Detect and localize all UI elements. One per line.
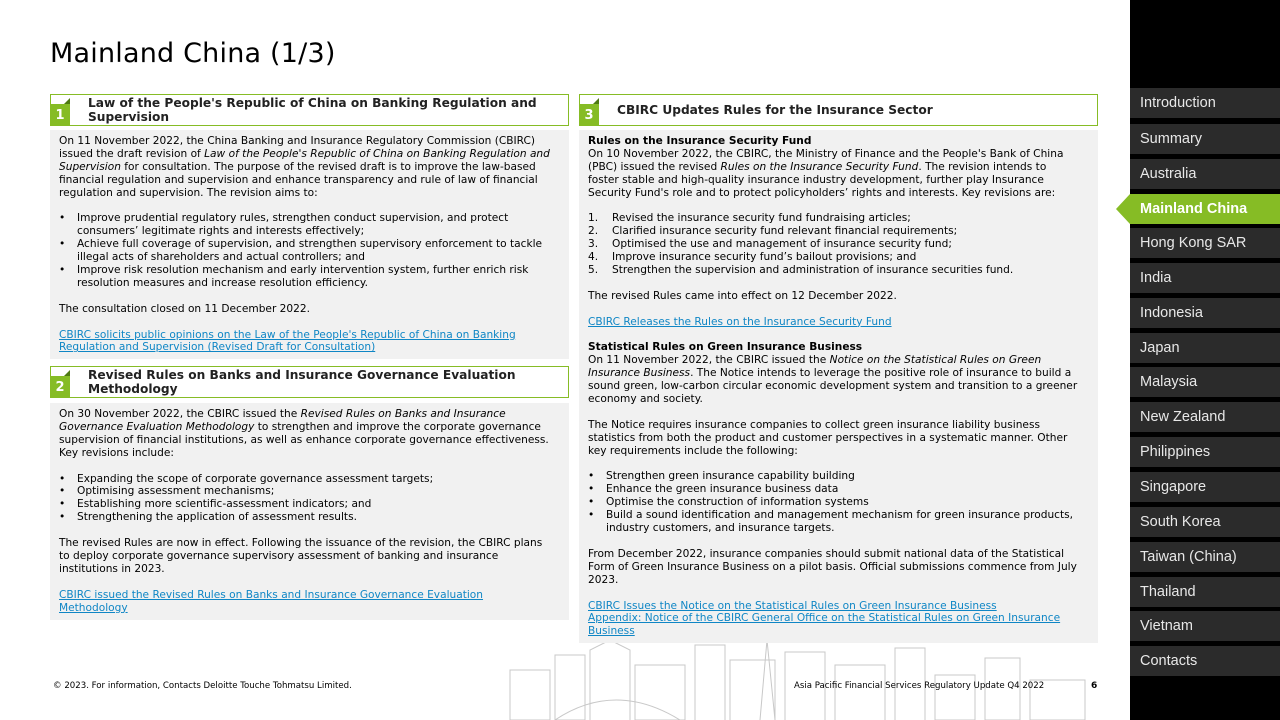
list-item: 2. Clarified insurance security fund relevant financial requirements; bbox=[588, 225, 958, 238]
nav-item-introduction[interactable]: Introduction bbox=[1130, 88, 1280, 118]
section-1-title: Law of the People's Republic of China on Banking Regulation and Supervision bbox=[88, 96, 537, 124]
section-1-body: On 11 November 2022, the China Banking and Insurance Regulatory Commission (CBIRC) issued the draft revision of Law of the People's Republic of China on Banking Regulation and Supervision for consultation. The purpose of the revised draft is to improve the law-based financial regulation and supervision and enhance transparency and rule of law of financial regulation and supervision. The revision aims to: • Improve prudential regulatory rules, strengthen conduct supervision, and protect consumers’ legitimate rights and interests effectively; • Achieve full coverage of supervision, and strengthen supervisory enforcement to tackle illegal acts of shareholders and actual controllers; and • Improve risk resolution mechanism and early intervention system, further enrich risk resolution measures and increase resolution efficiency. The consultation closed on 11 December 2022. CBIRC solicits public opinions on the Law of the People's Republic of China on Banking Regulation and Supervision (Revised Draft for Consultation) bbox=[50, 130, 569, 359]
list-item: 4. Improve insurance security fund’s bailout provisions; and bbox=[588, 251, 917, 264]
nav-item-mainland-china[interactable]: Mainland China bbox=[1130, 194, 1280, 224]
list-item: • Improve prudential regulatory rules, strengthen conduct supervision, and protect consumers’ legitimate rights and interests effectively; bbox=[59, 212, 560, 238]
nav-item-summary[interactable]: Summary bbox=[1130, 124, 1280, 154]
page-title: Mainland China (1/3) bbox=[50, 38, 336, 69]
list-item: • Expanding the scope of corporate governance assessment targets; bbox=[59, 473, 560, 486]
section-2-header bbox=[50, 366, 569, 398]
page-number: 6 bbox=[1091, 681, 1098, 691]
nav-item-contacts[interactable]: Contacts bbox=[1130, 646, 1280, 676]
list-item: • Enhance the green insurance business data bbox=[588, 483, 1089, 496]
nav-item-indonesia[interactable]: Indonesia bbox=[1130, 298, 1280, 328]
nav-item-hong-kong-sar[interactable]: Hong Kong SAR bbox=[1130, 228, 1280, 258]
list-item: • Strengthening the application of assessment results. bbox=[59, 511, 560, 524]
section-3-header bbox=[579, 94, 1098, 126]
list-item: • Build a sound identification and management mechanism for green insurance products, industry customers, and insurance targets. bbox=[588, 509, 1089, 535]
section-1-link[interactable]: CBIRC solicits public opinions on the Law of the People's Republic of China on Banking Regulation and Supervision (Revised Draft for Consultation) bbox=[59, 328, 516, 354]
section-3-link-security-fund[interactable]: CBIRC Releases the Rules on the Insurance Security Fund bbox=[588, 315, 892, 328]
list-item: • Achieve full coverage of supervision, and strengthen supervisory enforcement to tackle illegal acts of shareholders and actual controllers; and bbox=[59, 238, 560, 264]
subsection-heading: Rules on the Insurance Security Fund bbox=[588, 135, 812, 147]
nav-item-japan[interactable]: Japan bbox=[1130, 333, 1280, 363]
list-item: • Improve risk resolution mechanism and early intervention system, further enrich risk resolution measures and increase resolution efficiency. bbox=[59, 264, 560, 290]
section-2-link[interactable]: CBIRC issued the Revised Rules on Banks and Insurance Governance Evaluation Methodology bbox=[59, 588, 484, 614]
subsection-heading: Statistical Rules on Green Insurance Business bbox=[588, 341, 863, 354]
section-3-title: CBIRC Updates Rules for the Insurance Sector bbox=[617, 103, 933, 117]
section-2-title: Revised Rules on Banks and Insurance Governance Evaluation Methodology bbox=[88, 368, 516, 396]
nav-item-india[interactable]: India bbox=[1130, 263, 1280, 293]
section-3-link-appendix[interactable]: Appendix: Notice of the CBIRC General Office on the Statistical Rules on Green Insurance Business bbox=[588, 612, 1061, 638]
section-3-body: Rules on the Insurance Security Fund On 10 November 2022, the CBIRC, the Ministry of Finance and the People's Bank of China (PBC) issued the revised Rules on the Insurance Security Fund. The revision intends to foster stable and high-quality insurance industry development, further play Insurance Security Fund's role and to protect policyholders’ rights and interests. Key revisions are: 1. Revised the insurance security fund fundraising articles; 2. Clarified insurance security fund relevant financial requirements; 3. Optimised the use and management of insurance security fund; 4. Improve insurance security fund’s bailout provisions; and 5. Strengthen the supervision and administration of insurance securities fund. The revised Rules came into effect on 12 December 2022. CBIRC Releases the Rules on the Insurance Security Fund Statistical Rules on Green Insurance Business On 11 November 2022, the CBIRC issued the Notice on the Statistical Rules on Green Insurance Business. The Notice intends to leverage the positive role of insurance to build a sound green, low-carbon circular economic development system and transition to a greener economy and society. The Notice requires insurance companies to collect green insurance liability business statistics from both the product and customer perspectives in a systematic manner. Other key requirements include the following: • Strengthen green insurance capability building • Enhance the green insurance business data • Optimise the construction of information systems • Build a sound identification and management mechanism for green insurance products, industry customers, and insurance targets. From December 2022, insurance companies should submit national data of the Statistical Form of Green Insurance Business on a pilot basis. Official submissions commence from July 2023. CBIRC Issues the Notice on the Statistical Rules on Green Insurance Business Appendix: Notice of the CBIRC General Office on the Statistical Rules on Green Insurance Business bbox=[579, 130, 1098, 643]
section-2-number: 2 bbox=[50, 376, 70, 398]
nav-item-south-korea[interactable]: South Korea bbox=[1130, 507, 1280, 537]
section-3-link-green-notice[interactable]: CBIRC Issues the Notice on the Statistical Rules on Green Insurance Business bbox=[588, 599, 997, 612]
section-3-number: 3 bbox=[579, 104, 599, 126]
nav-item-taiwan-china[interactable]: Taiwan (China) bbox=[1130, 542, 1280, 572]
nav-item-thailand[interactable]: Thailand bbox=[1130, 577, 1280, 607]
section-1-header bbox=[50, 94, 569, 126]
nav-item-philippines[interactable]: Philippines bbox=[1130, 437, 1280, 467]
nav-item-vietnam[interactable]: Vietnam bbox=[1130, 611, 1280, 641]
list-item: • Establishing more scientific-assessment indicators; and bbox=[59, 498, 560, 511]
footer-publication: Asia Pacific Financial Services Regulatory Update Q4 2022 bbox=[794, 681, 1045, 691]
nav-item-australia[interactable]: Australia bbox=[1130, 159, 1280, 189]
list-item: • Optimising assessment mechanisms; bbox=[59, 485, 560, 498]
list-item: 1. Revised the insurance security fund fundraising articles; bbox=[588, 212, 911, 225]
nav-item-singapore[interactable]: Singapore bbox=[1130, 472, 1280, 502]
section-1-number: 1 bbox=[50, 104, 70, 126]
list-item: 3. Optimised the use and management of insurance security fund; bbox=[588, 238, 952, 251]
footer-copyright: © 2023. For information, Contacts Deloitte Touche Tohmatsu Limited. bbox=[53, 681, 352, 691]
nav-item-new-zealand[interactable]: New Zealand bbox=[1130, 402, 1280, 432]
section-2-body: On 30 November 2022, the CBIRC issued the Revised Rules on Banks and Insurance Governance Evaluation Methodology to strengthen and improve the corporate governance supervision of financial institutions, as well as enhance corporate governance effectiveness. Key revisions include: • Expanding the scope of corporate governance assessment targets; • Optimising assessment mechanisms; • Establishing more scientific-assessment indicators; and • Strengthening the application of assessment results. The revised Rules are now in effect. Following the issuance of the revision, the CBIRC plans to deploy corporate governance supervisory assessment of banking and insurance institutions in 2023. CBIRC issued the Revised Rules on Banks and Insurance Governance Evaluation Methodology bbox=[50, 403, 569, 620]
list-item: • Strengthen green insurance capability building bbox=[588, 470, 1089, 483]
list-item: • Optimise the construction of information systems bbox=[588, 496, 1089, 509]
list-item: 5. Strengthen the supervision and administration of insurance securities fund. bbox=[588, 264, 1014, 277]
city-skyline-illustration bbox=[505, 640, 1098, 720]
nav-item-malaysia[interactable]: Malaysia bbox=[1130, 367, 1280, 397]
section-1-closing: The consultation closed on 11 December 2022. bbox=[59, 302, 310, 315]
